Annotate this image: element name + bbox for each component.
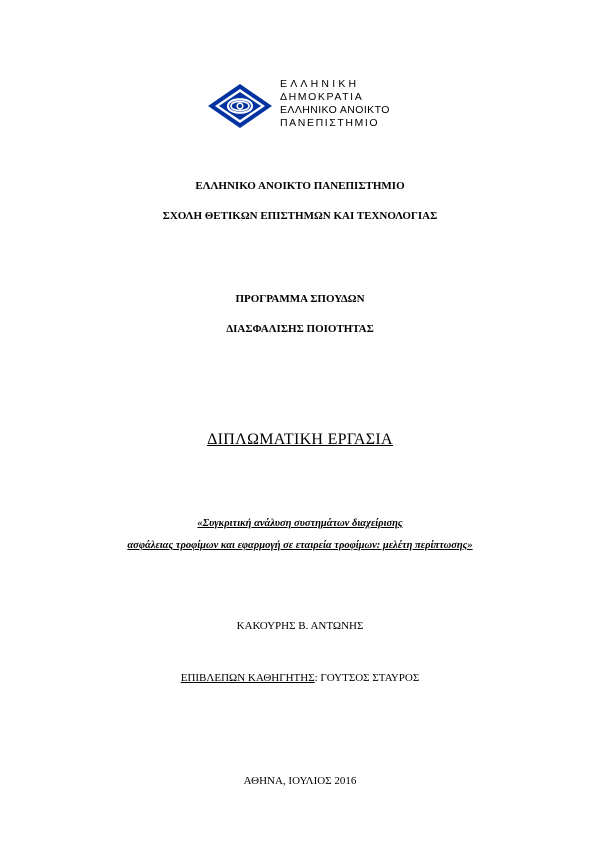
logo-line-3: ΕΛΛΗΝΙΚΟ ΑΝΟΙΚΤΟ bbox=[280, 104, 390, 116]
program-line-2: ΔΙΑΣΦΑΛΙΣΗΣ ΠΟΙΟΤΗΤΑΣ bbox=[226, 323, 374, 335]
logo-line-1: ΕΛΛΗΝΙΚΗ bbox=[280, 78, 360, 90]
thesis-subtitle-line-2: ασφάλειας τροφίμων και εφαρμογή σε εταιρεία τροφίμων: μελέτη περίπτωσης» bbox=[127, 540, 473, 551]
university-logo bbox=[206, 78, 398, 136]
program-line-1: ΠΡΟΓΡΑΜΜΑ ΣΠΟΥΔΩΝ bbox=[235, 293, 365, 305]
supervisor-label: ΕΠΙΒΛΕΠΩΝ ΚΑΘΗΓΗΤΗΣ bbox=[180, 672, 315, 684]
place-date: ΑΘΗΝΑ, ΙΟΥΛΙΟΣ 2016 bbox=[243, 775, 357, 787]
supervisor-name: ΓΟΥΤΣΟΣ ΣΤΑΥΡΟΣ bbox=[317, 672, 420, 684]
logo-line-4: ΠΑΝΕΠΙΣΤΗΜΙΟ bbox=[280, 117, 380, 129]
eap-logo-icon bbox=[206, 82, 274, 130]
document-type-title: ΔΙΠΛΩΜΑΤΙΚΗ ΕΡΓΑΣΙΑ bbox=[207, 431, 393, 448]
thesis-subtitle-line-1: «Συγκριτική ανάλυση συστημάτων διαχείρισης bbox=[197, 518, 403, 529]
author-name: ΚΑΚΟΥΡΗΣ Β. ΑΝΤΩΝΗΣ bbox=[236, 620, 364, 632]
logo-text bbox=[280, 78, 390, 130]
institution-name: ΕΛΛΗΝΙΚΟ ΑΝΟΙΚΤΟ ΠΑΝΕΠΙΣΤΗΜΙΟ bbox=[195, 180, 405, 192]
supervisor-line bbox=[0, 672, 600, 684]
school-name: ΣΧΟΛΗ ΘΕΤΙΚΩΝ ΕΠΙΣΤΗΜΩΝ ΚΑΙ ΤΕΧΝΟΛΟΓΙΑΣ bbox=[162, 210, 438, 222]
logo-line-2: ΔΗΜΟΚΡΑΤΙΑ bbox=[280, 91, 364, 103]
supervisor-separator: : bbox=[314, 672, 318, 684]
